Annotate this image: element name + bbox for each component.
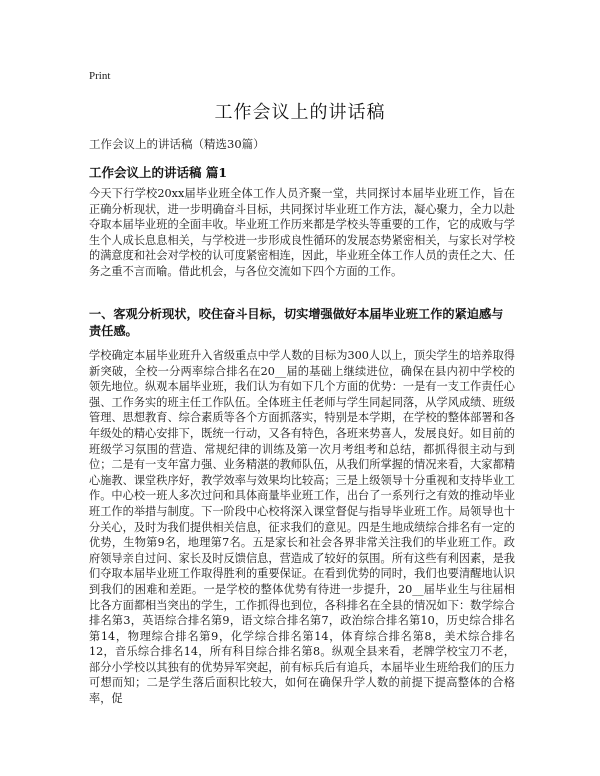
paragraph-intro: 今天下行学校20xx届毕业班全体工作人员齐聚一堂，共同探讨本届毕业班工作，旨在正确分析现状，进一步明确奋斗目标，共同探讨毕业班工作方法，凝心聚力，全力以赴夺取本届毕业班的全面丰收。毕业班工作历来都是学校头等重要的工作，它的成败与学生个人成长息息相关，与学校进一步形成良性循环的发展态势紧密相关，与家长对学校的满意度和社会对学校的认可度紧密相连，因此，毕业班全体工作人员的责任之大、任务之重不言而喻。借此机会，与各位交流如下四个方面的工作。 <box>89 187 515 278</box>
subsection-heading: 一、客观分析现状，咬住奋斗目标，切实增强做好本届毕业班工作的紧迫感与责任感。 <box>89 307 504 338</box>
paragraph-body: 学校确定本届毕业班升入省级重点中学人数的目标为300人以上，顶尖学生的培养取得新突破，全校一分两率综合排名在20__届的基础上继续进位，确保在县内初中学校的领先地位。纵观本届毕业班，我们认为有如下几个方面的优势：一是有一支工作责任心强、工作务实的班主任工作队伍。全体班主任老师与学生同起同落，从学风成绩、班级管理、思想教育、综合素质等各个方面抓落实，特别是本学期，在学校的整体部署和各年级处的精心安排下，既统一行动，又各有特色，各班来势喜人，发展良好。如目前的班级学习氛围的营造、常规纪律的训练及第一次月考组考和总结，都抓得很主动与到位；二是有一支年富力强、业务精湛的教师队伍，从我们所掌握的情况来看，大家都精心施教、课堂秩序好，教学效率与效果均比较高；三是上级领导十分重视和支持毕业工作。中心校一班人多次过问和具体商量毕业班工作，出台了一系列行之有效的推动毕业班工作的举措与制度。下一阶段中心校将深入课堂督促与指导毕业班工作。局领导也十分关心，及时为我们提供相关信息，征求我们的意见。四是生地成绩综合排名有一定的优势，生物第9名，地理第7名。五是家长和社会各界非常关注我们的毕业班工作。政府领导亲自过问、家长及时反馈信息，营造成了较好的氛围。所有这些有利因素，是我们夺取本届毕业班工作取得胜利的重要保证。在看到优势的同时，我们也要清醒地认识到我们的困难和差距。一是学校的整体优势有待进一步提升，20__届毕业生与往届相比各方面都相当突出的学生，工作抓得也到位，各科排名在全县的情况如下：数学综合排名第3，英语综合排名第9，语文综合排名第7，政治综合排名第10，历史综合排名第14，物理综合排名第9，化学综合排名第14，体育综合排名第8，美术综合排名12，音乐综合排名14，所有科目综合排名第8。纵观全县来看，老牌学校宝刀不老，部分小学校以其独有的优势异军突起，前有标兵后有追兵，本届毕业生班给我们的压力可想而知；二是学生落后面积比较大，如何在确保升学人数的前提下提高整体的合格率，促 <box>89 349 515 706</box>
document-title: 工作会议上的讲话稿 <box>214 102 386 123</box>
section-heading: 工作会议上的讲话稿 篇1 <box>89 165 228 180</box>
print-label[interactable]: Print <box>89 70 111 82</box>
document-subtitle: 工作会议上的讲话稿（精选30篇） <box>89 137 265 151</box>
